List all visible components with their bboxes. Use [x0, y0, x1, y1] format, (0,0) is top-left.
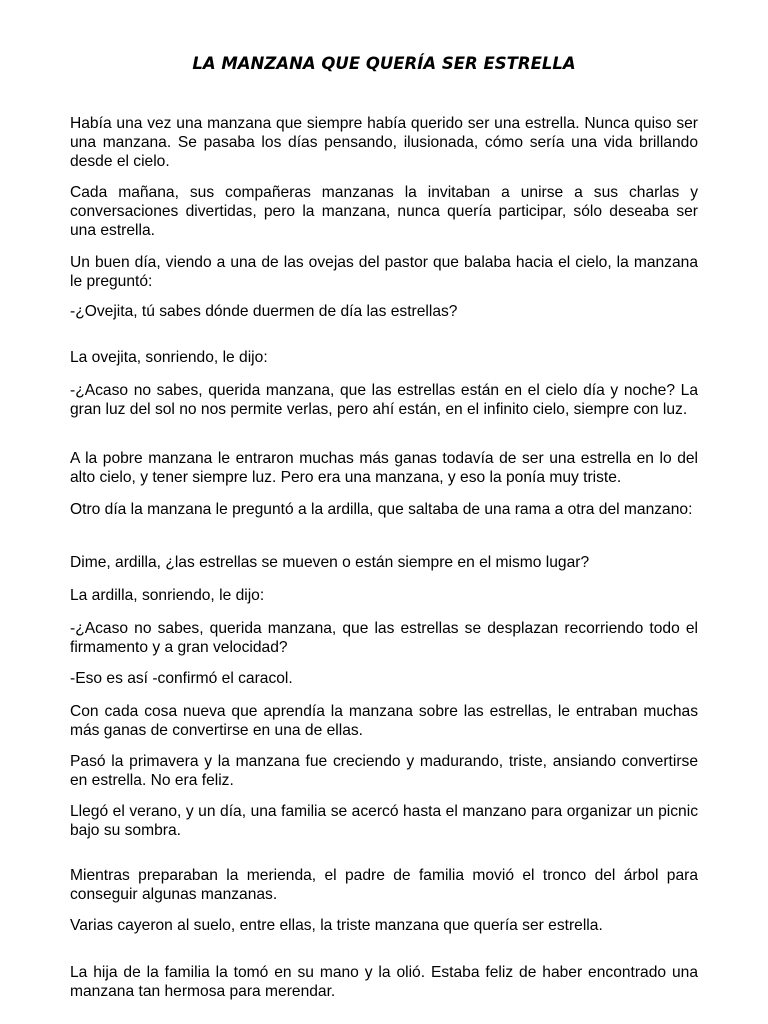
paragraph: Llegó el verano, y un día, una familia se acercó hasta el manzano para organizar un picnic bajo su sombra.: [70, 803, 698, 839]
document-title: LA MANZANA QUE QUERÍA SER ESTRELLA: [192, 54, 576, 73]
paragraph: La hija de la familia la tomó en su mano y la olió. Estaba feliz de haber encontrado una manzana tan hermosa para merendar.: [70, 964, 698, 1000]
paragraph: Había una vez una manzana que siempre había querido ser una estrella. Nunca quiso ser una manzana. Se pasaba los días pensando, ilusionada, cómo sería una vida brillando desde el cielo.: [70, 115, 698, 170]
paragraph: -¿Ovejita, tú sabes dónde duermen de día las estrellas?: [70, 303, 458, 320]
paragraph: Con cada cosa nueva que aprendía la manzana sobre las estrellas, le entraban muchas más ganas de convertirse en una de ellas.: [70, 703, 698, 739]
paragraph: Otro día la manzana le preguntó a la ardilla, que saltaba de una rama a otra del manzano:: [70, 501, 693, 518]
paragraph: -¿Acaso no sabes, querida manzana, que las estrellas están en el cielo día y noche? La gran luz del sol no nos permite verlas, pero ahí están, en el infinito cielo, siempre con luz.: [70, 382, 698, 418]
paragraph: Pasó la primavera y la manzana fue creciendo y madurando, triste, ansiando convertirse en estrella. No era feliz.: [70, 753, 698, 789]
paragraph: Un buen día, viendo a una de las ovejas del pastor que balaba hacia el cielo, la manzana le preguntó:: [70, 254, 698, 290]
paragraph: Mientras preparaban la merienda, el padre de familia movió el tronco del árbol para conseguir algunas manzanas.: [70, 867, 698, 903]
paragraph: La ardilla, sonriendo, le dijo:: [70, 587, 265, 604]
paragraph: A la pobre manzana le entraron muchas más ganas todavía de ser una estrella en lo del alto cielo, y tener siempre luz. Pero era una manzana, y eso la ponía muy triste.: [70, 450, 698, 486]
paragraph: Cada mañana, sus compañeras manzanas la invitaban a unirse a sus charlas y conversaciones divertidas, pero la manzana, nunca quería participar, sólo deseaba ser una estrella.: [70, 184, 698, 239]
paragraph: Varias cayeron al suelo, entre ellas, la triste manzana que quería ser estrella.: [70, 917, 603, 934]
paragraph: -Eso es así -confirmó el caracol.: [70, 670, 293, 687]
paragraph: Dime, ardilla, ¿las estrellas se mueven o están siempre en el mismo lugar?: [70, 554, 590, 571]
paragraph: La ovejita, sonriendo, le dijo:: [70, 349, 268, 366]
paragraph: -¿Acaso no sabes, querida manzana, que las estrellas se desplazan recorriendo todo el firmamento y a gran velocidad?: [70, 620, 698, 656]
